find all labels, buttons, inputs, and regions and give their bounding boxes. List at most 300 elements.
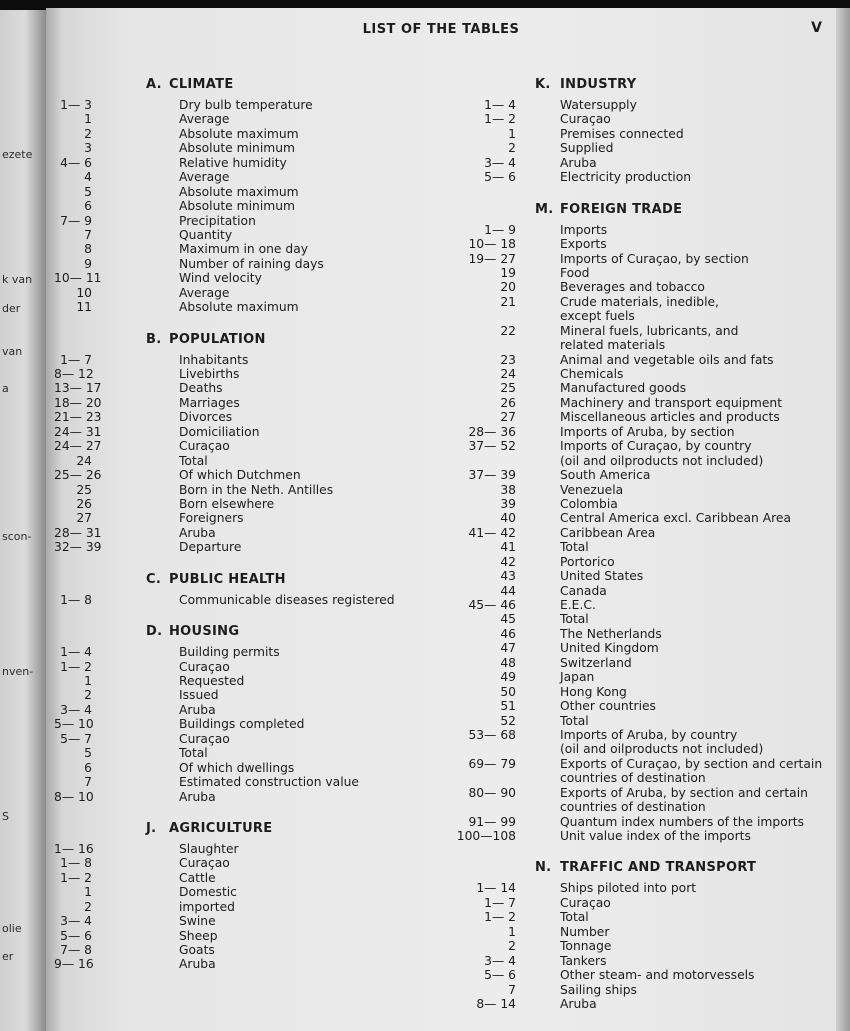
table-title: Ships piloted into port (560, 881, 697, 896)
table-title: Chemicals (560, 367, 624, 381)
table-number: 8— 14 (476, 996, 516, 1011)
section-heading (54, 619, 426, 645)
facing-page-fragment: S (2, 810, 9, 823)
table-title: Communicable diseases registered (179, 592, 395, 607)
table-entry (448, 156, 828, 170)
table-title: South America (560, 468, 651, 483)
table-entry (448, 367, 828, 381)
table-entry (54, 214, 426, 228)
table-title: Sailing ships (560, 982, 637, 997)
table-entry (54, 242, 426, 256)
table-entry (448, 353, 828, 367)
table-number: 5— 10 (54, 717, 94, 732)
table-title: related materials (560, 338, 666, 353)
left-column (54, 72, 426, 972)
table-number: 43 (500, 569, 516, 584)
table-title: Colombia (560, 496, 618, 511)
table-number: 24 (76, 453, 92, 468)
table-entry (54, 790, 426, 804)
table-entry (54, 593, 426, 607)
table-entry (54, 300, 426, 314)
table-number: 7— 8 (60, 943, 92, 957)
section-heading (448, 197, 828, 223)
table-entry (448, 127, 828, 141)
table-number: 6 (84, 199, 92, 214)
table-number: 8— 10 (54, 789, 94, 804)
table-number: 1— 8 (60, 592, 92, 607)
table-number: 28— 36 (468, 424, 516, 439)
table-entry (54, 511, 426, 525)
table-number: 41— 42 (468, 525, 516, 540)
table-entry (448, 728, 828, 742)
section-letter: J. (146, 820, 157, 836)
table-title: Exports of Curaçao, by section and certain (560, 756, 823, 771)
table-number: 91— 99 (468, 814, 516, 829)
table-entry (54, 645, 426, 659)
table-entry (448, 954, 828, 968)
table-number: 1— 8 (60, 856, 92, 871)
table-entry (54, 703, 426, 717)
table-number: 3— 4 (484, 953, 516, 968)
table-title: Absolute minimum (179, 141, 296, 156)
table-entry (448, 699, 828, 713)
table-number: 48 (500, 655, 516, 670)
table-entry (448, 170, 828, 184)
table-title: Premises connected (560, 126, 684, 141)
table-number: 11 (76, 300, 92, 315)
table-entry (448, 295, 828, 309)
table-entry (448, 612, 828, 626)
table-number: 3— 4 (60, 914, 92, 929)
table-number: 7 (508, 982, 516, 997)
table-entry (448, 997, 828, 1011)
section-heading (54, 72, 426, 98)
table-title: E.E.C. (560, 598, 596, 612)
table-title: Average (179, 170, 230, 185)
right-column (448, 72, 828, 1011)
table-entry (448, 526, 828, 540)
table-title: Requested (179, 674, 245, 688)
table-number: 5— 6 (484, 968, 516, 983)
table-number: 1— 9 (484, 222, 516, 237)
table-entry (54, 381, 426, 395)
table-title: Caribbean Area (560, 525, 656, 540)
page-number: V (811, 20, 822, 36)
table-number: 1— 2 (60, 659, 92, 674)
table-number: 13— 17 (54, 381, 102, 396)
table-number: 1— 2 (484, 910, 516, 925)
table-title: Total (179, 453, 208, 468)
table-entry (54, 775, 426, 789)
table-entry (54, 540, 426, 554)
table-number: 21— 23 (54, 410, 102, 425)
table-entry (448, 98, 828, 112)
table-entry (448, 584, 828, 598)
table-entry (448, 786, 828, 800)
table-number: 51 (500, 699, 516, 714)
table-entry (448, 439, 828, 453)
table-title: Canada (560, 583, 607, 598)
table-title: Livebirths (179, 367, 240, 381)
table-entry (54, 957, 426, 971)
table-entry (448, 555, 828, 569)
table-entry (54, 842, 426, 856)
table-number: 22 (500, 323, 516, 338)
table-number: 80— 90 (468, 785, 516, 800)
table-entry (448, 627, 828, 641)
table-number: 7 (84, 227, 92, 242)
table-title: Absolute maximum (179, 126, 299, 141)
table-entry (54, 688, 426, 702)
table-title: Number (560, 924, 610, 939)
table-title: Buildings completed (179, 717, 305, 732)
table-entry (448, 280, 828, 294)
table-title: Curaçao (179, 731, 230, 746)
table-number: 45— 46 (468, 598, 516, 612)
table-entry (448, 468, 828, 482)
facing-page-fragment: van (2, 345, 23, 358)
table-title: Dry bulb temperature (179, 98, 313, 112)
table-entry (448, 396, 828, 410)
table-entry (448, 324, 828, 338)
table-entry (448, 598, 828, 612)
table-title: Other countries (560, 699, 656, 714)
table-entry (54, 112, 426, 126)
table-entry (448, 757, 828, 771)
table-entry (448, 896, 828, 910)
table-title: (oil and oilproducts not included) (560, 453, 764, 468)
section-letter: B. (146, 331, 162, 347)
table-title: Curaçao (179, 439, 230, 454)
table-entry (448, 714, 828, 728)
table-number: 37— 52 (468, 439, 516, 454)
table-number: 18— 20 (54, 395, 102, 410)
table-number: 5 (84, 746, 92, 761)
table-entry (448, 829, 828, 843)
table-entry (448, 881, 828, 895)
table-title: Total (560, 612, 589, 627)
table-title: Total (560, 540, 589, 555)
table-entry (448, 939, 828, 953)
table-number: 3— 4 (484, 155, 516, 170)
table-title: Issued (179, 688, 219, 703)
table-entry (448, 742, 828, 756)
table-number: 47 (500, 641, 516, 656)
table-number: 26 (76, 496, 92, 511)
table-entry (54, 717, 426, 731)
table-entry (54, 761, 426, 775)
table-number: 1— 4 (484, 98, 516, 112)
section-title: AGRICULTURE (169, 820, 273, 836)
table-number: 2 (508, 939, 516, 954)
table-entry (54, 367, 426, 381)
table-title: Switzerland (560, 655, 632, 670)
table-entry (54, 396, 426, 410)
table-title: United States (560, 569, 644, 584)
table-entry (54, 425, 426, 439)
section-title: POPULATION (169, 331, 266, 347)
table-title: Deaths (179, 381, 223, 396)
table-title: Miscellaneous articles and products (560, 410, 780, 425)
table-number: 3 (84, 141, 92, 156)
facing-page-fragment: k van (2, 273, 33, 286)
table-number: 2 (84, 688, 92, 703)
table-number: 100—108 (456, 829, 516, 843)
section-letter: D. (146, 624, 163, 640)
table-title: Unit value index of the imports (560, 829, 751, 843)
table-title: Supplied (560, 141, 614, 156)
table-entry (54, 454, 426, 468)
table-number: 25 (500, 381, 516, 396)
table-title: except fuels (560, 309, 635, 324)
table-title: Electricity production (560, 170, 692, 185)
table-number: 44 (500, 583, 516, 598)
table-number: 5— 6 (484, 170, 516, 185)
section-title: TRAFFIC AND TRANSPORT (560, 860, 757, 876)
facing-page-fragment: olie (2, 922, 22, 935)
table-entry (448, 425, 828, 439)
table-title: Manufactured goods (560, 381, 687, 396)
table-title: countries of destination (560, 800, 706, 815)
table-entry (54, 483, 426, 497)
table-number: 24 (500, 367, 516, 381)
table-number: 10 (76, 285, 92, 300)
table-number: 1 (84, 885, 92, 900)
table-title: Exports of Aruba, by section and certain (560, 785, 808, 800)
section-letter: C. (146, 571, 162, 587)
table-number: 45 (500, 612, 516, 627)
table-number: 40 (500, 511, 516, 526)
table-title: Sheep (179, 928, 218, 943)
table-entry (448, 483, 828, 497)
table-entry (448, 685, 828, 699)
table-title: United Kingdom (560, 641, 659, 656)
facing-page-fragment: ezete (2, 148, 33, 161)
table-title: Domestic (179, 885, 237, 900)
section-title: HOUSING (169, 624, 240, 640)
facing-page-fragment: der (2, 302, 21, 315)
table-number: 1— 7 (484, 895, 516, 910)
table-number: 19— 27 (468, 251, 516, 266)
table-entry (448, 656, 828, 670)
table-number: 2 (84, 899, 92, 914)
table-entry (448, 309, 828, 323)
table-number: 1— 2 (484, 112, 516, 127)
table-entry (54, 746, 426, 760)
table-title: Domiciliation (179, 424, 260, 439)
table-number: 1 (84, 674, 92, 688)
table-title: Goats (179, 943, 215, 957)
table-title: Precipitation (179, 213, 256, 228)
table-title: Aruba (179, 957, 216, 972)
table-entry (448, 511, 828, 525)
table-number: 1— 7 (60, 352, 92, 367)
table-number: 8— 12 (54, 367, 94, 381)
table-entry (448, 338, 828, 352)
table-number: 10— 11 (54, 271, 102, 286)
table-entry (448, 381, 828, 395)
section-letter: M. (535, 201, 554, 217)
table-entry (54, 943, 426, 957)
table-entry (448, 266, 828, 280)
table-entry (448, 641, 828, 655)
table-entry (54, 170, 426, 184)
table-number: 25— 26 (54, 468, 102, 483)
table-number: 38 (500, 482, 516, 497)
table-title: Average (179, 112, 230, 127)
table-entry (54, 856, 426, 870)
section-title: PUBLIC HEALTH (169, 571, 286, 587)
table-entry (54, 929, 426, 943)
section-letter: N. (535, 860, 552, 876)
table-title: Animal and vegetable oils and fats (560, 352, 774, 367)
table-title: Aruba (560, 996, 597, 1011)
table-entry (448, 497, 828, 511)
table-title: Of which dwellings (179, 760, 295, 775)
table-entry (54, 353, 426, 367)
table-number: 39 (500, 496, 516, 511)
table-number: 1— 4 (60, 645, 92, 660)
table-entry (448, 771, 828, 785)
table-title: Quantum index numbers of the imports (560, 814, 805, 829)
table-entry (54, 410, 426, 424)
table-entry (448, 223, 828, 237)
table-title: Aruba (179, 525, 216, 540)
table-number: 24— 31 (54, 424, 102, 439)
table-number: 24— 27 (54, 439, 102, 454)
section-heading (448, 72, 828, 98)
table-entry (54, 127, 426, 141)
table-title: Relative humidity (179, 155, 287, 170)
page-edge-right (836, 8, 850, 1031)
table-number: 20 (500, 280, 516, 295)
table-title: Absolute maximum (179, 300, 299, 315)
table-entry (448, 569, 828, 583)
table-title: Total (560, 910, 589, 925)
table-title: (oil and oilproducts not included) (560, 742, 764, 757)
table-title: Curaçao (560, 895, 611, 910)
table-entry (54, 257, 426, 271)
table-title: Hong Kong (560, 684, 627, 699)
table-number: 4 (84, 170, 92, 185)
table-entry (54, 526, 426, 540)
table-title: Departure (179, 540, 242, 555)
table-title: Portorico (560, 554, 615, 569)
section-title: FOREIGN TRADE (560, 201, 683, 217)
table-title: Total (179, 746, 208, 761)
table-entry (54, 141, 426, 155)
table-title: countries of destination (560, 771, 706, 786)
table-number: 32— 39 (54, 540, 102, 555)
table-entry (54, 900, 426, 914)
table-title: Imports of Aruba, by country (560, 727, 738, 742)
table-title: Imports of Aruba, by section (560, 424, 735, 439)
table-number: 5— 7 (60, 731, 92, 746)
table-title: Average (179, 285, 230, 300)
table-entry (448, 141, 828, 155)
table-entry (54, 271, 426, 285)
table-number: 7 (84, 775, 92, 790)
section-title: CLIMATE (169, 77, 234, 92)
table-number: 21 (500, 294, 516, 309)
table-title: Divorces (179, 410, 233, 425)
table-number: 46 (500, 626, 516, 641)
table-number: 69— 79 (468, 756, 516, 771)
facing-page-fragment: scon- (2, 530, 32, 543)
table-title: Machinery and transport equipment (560, 395, 783, 410)
table-entry (54, 497, 426, 511)
document-page (46, 8, 836, 1031)
table-number: 7— 9 (60, 213, 92, 228)
table-entry (54, 228, 426, 242)
table-number: 37— 39 (468, 468, 516, 483)
table-number: 1 (84, 112, 92, 127)
table-number: 41 (500, 540, 516, 555)
table-title: Imports of Curaçao, by section (560, 251, 749, 266)
table-number: 10— 18 (468, 237, 516, 252)
table-entry (54, 914, 426, 928)
table-title: Foreigners (179, 511, 244, 526)
table-title: Other steam- and motorvessels (560, 968, 755, 983)
section-heading (54, 327, 426, 353)
section-letter: K. (535, 77, 551, 92)
table-number: 52 (500, 713, 516, 728)
table-entry (54, 732, 426, 746)
table-title: Slaughter (179, 841, 239, 856)
table-title: Beverages and tobacco (560, 280, 705, 295)
table-number: 50 (500, 684, 516, 699)
table-number: 26 (500, 395, 516, 410)
table-entry (54, 156, 426, 170)
table-number: 9 (84, 256, 92, 271)
table-number: 4— 6 (60, 155, 92, 170)
table-number: 25 (76, 482, 92, 497)
table-title: Quantity (179, 227, 233, 242)
section-heading (54, 567, 426, 593)
table-number: 9— 16 (54, 957, 94, 972)
table-title: Venezuela (560, 482, 624, 497)
table-entry (54, 286, 426, 300)
table-number: 2 (84, 126, 92, 141)
section-title: INDUSTRY (560, 77, 637, 92)
table-title: Building permits (179, 645, 280, 660)
table-title: Imports of Curaçao, by country (560, 439, 752, 454)
table-number: 1— 2 (60, 870, 92, 885)
facing-page-fragment: er (2, 950, 14, 963)
table-number: 6 (84, 760, 92, 775)
table-entry (54, 199, 426, 213)
table-entry (448, 925, 828, 939)
table-entry (448, 983, 828, 997)
table-entry (448, 800, 828, 814)
table-entry (448, 237, 828, 251)
table-entry (448, 112, 828, 126)
table-title: Born elsewhere (179, 496, 275, 511)
table-title: Aruba (560, 155, 597, 170)
table-number: 1— 16 (54, 841, 94, 856)
table-number: 23 (500, 352, 516, 367)
table-entry (54, 98, 426, 112)
table-number: 1 (508, 126, 516, 141)
table-entry (54, 885, 426, 899)
table-entry (448, 910, 828, 924)
table-title: Imports (560, 222, 608, 237)
facing-page-fragment: nven- (2, 665, 34, 678)
table-title: Marriages (179, 395, 240, 410)
table-number: 27 (76, 511, 92, 526)
table-title: Mineral fuels, lubricants, and (560, 323, 739, 338)
table-title: Cattle (179, 870, 216, 885)
